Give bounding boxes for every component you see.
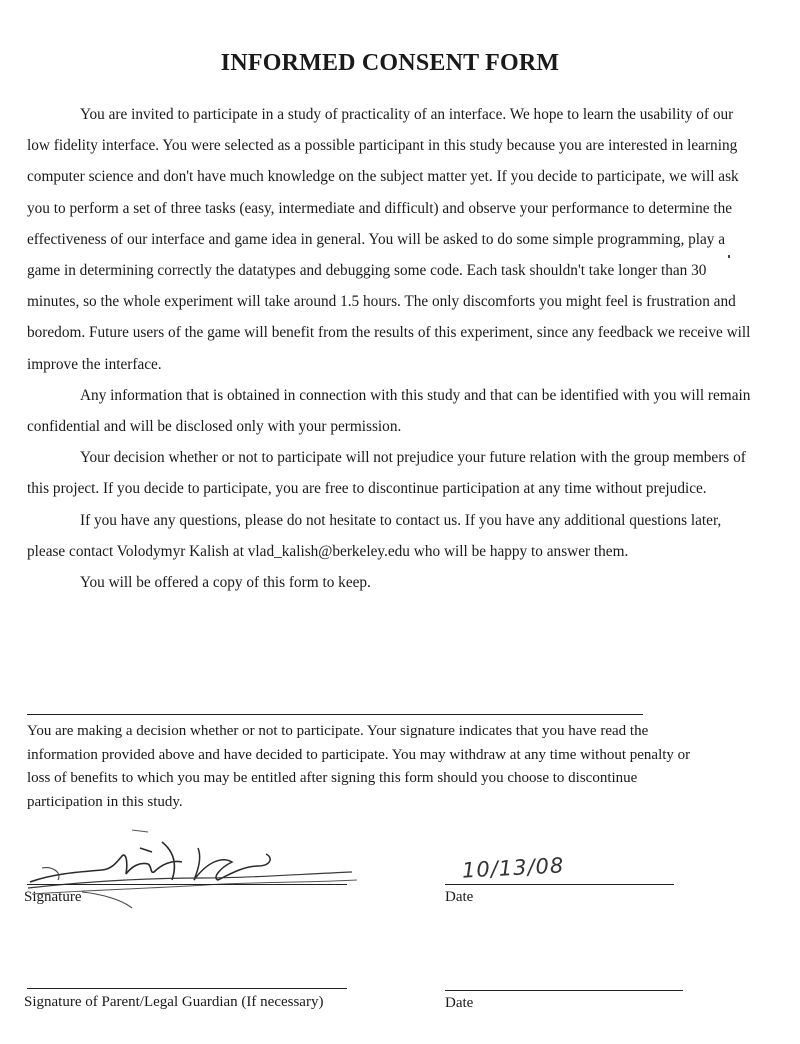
section-divider	[27, 714, 643, 715]
signature-line	[27, 884, 347, 885]
form-body	[27, 99, 755, 598]
guardian-date-line	[445, 990, 683, 991]
scan-speck	[728, 255, 730, 258]
voluntary-paragraph: Your decision whether or not to participate will not prejudice your future relation with the group members of this project. If you decide to participate, you are free to discontinue participation at any time without prejudice.	[27, 449, 746, 498]
guardian-date-label: Date	[445, 995, 474, 1011]
handwritten-date: 10/13/08	[461, 853, 565, 883]
confidentiality-paragraph: Any information that is obtained in connection with this study and that can be identified with you will remain confidential and will be disclosed only with your permission.	[27, 386, 751, 436]
guardian-signature-line	[27, 988, 347, 989]
intro-paragraph: You are invited to participate in a study of practicality of an interface. We hope to learn the usability of our low fidelity interface. You were selected as a possible participant in this study because you are interested in learning computer science and don't have much knowledge on the subject matter yet. If you decide to participate, we will ask you to perform a set of three tasks (easy, intermediate and difficult) and observe your performance to determine the effectiveness of our interface and game idea in general. You will be asked to do some simple programming, play a game in determining correctly the datatypes and debugging some code. Each task shouldn't take longer than 30 minutes, so the whole experiment will take around 1.5 hours. The only discomforts you might feel is frustration and boredom. Future users of the game will benefit from the results of this experiment, since any feedback we receive will improve the interface.	[27, 106, 751, 373]
date-label: Date	[445, 889, 474, 905]
contact-paragraph: If you have any questions, please do not hesitate to contact us. If you have any additional questions later, please contact Volodymyr Kalish at vlad_kalish@berkeley.edu who will be happy to answer them.	[27, 511, 722, 560]
participation-notice	[27, 720, 707, 814]
copy-paragraph: You will be offered a copy of this form to keep.	[80, 574, 371, 592]
guardian-signature-label: Signature of Parent/Legal Guardian (If necessary)	[24, 994, 324, 1010]
signature-label: Signature	[24, 889, 82, 905]
notice-text: You are making a decision whether or not to participate. Your signature indicates that you have read the information provided above and have decided to participate. You may withdraw at any time without penalty or loss of benefits to which you may be entitled after signing this form should you choose to discontinue participation in this study.	[27, 723, 691, 810]
form-title: INFORMED CONSENT FORM	[220, 50, 560, 76]
date-line	[445, 884, 674, 885]
